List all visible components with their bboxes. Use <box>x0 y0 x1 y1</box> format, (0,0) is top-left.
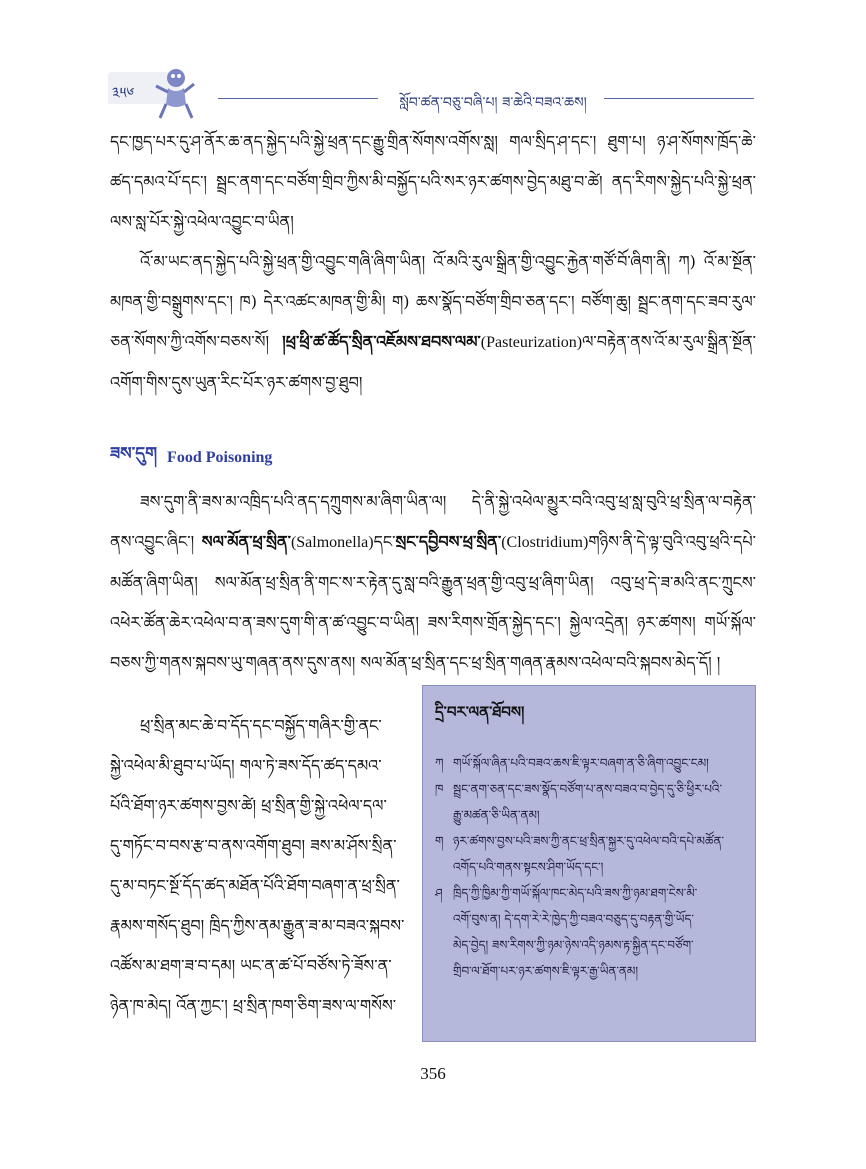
page-number: 356 <box>420 1064 446 1083</box>
salmonella-term: སལ་མོན་ཕྲ་སྲིན་ <box>201 532 291 551</box>
text-line: སྐྱེ་འཕེལ་མི་ཐུབ་པ་ཡོད། གལ་ཏེ་ཟས་དོད་ཚད་དམའ་ <box>110 756 382 775</box>
paragraph-1: དང་ཁྱད་པར་དུ་ཤ་ནོར་ཆ་ནད་སྐྱེད་པའི་སྐྱེ་ཕྲན་དང་རྒྱུ་གྲིན་སོགས་འགོས་སླ། གལ་སྲིད་ཤ་དང་། ཐུག་པ། ཉ་ཤ་སོགས་ཁྲོད་ཆེ་ཚད་དམའ་པོ་དང་། སྦྲང་ནག་དང་བཙོག་གྲིབ་ཀྱིས་མི་བསྐྱོད་པའི་སར་ཉར་ཚགས་བྱེད་མཐུ་བ་ཚེ། ནད་རིགས་སྐྱེད་པའི་སྐྱེ་ཕྲན་ལས་སླ་པོར་སྐྱེ་འཕེལ་འབྱུང་བ་ཡིན། <box>110 132 756 231</box>
paragraph-3 <box>110 482 756 692</box>
running-title: སློབ་ཚན་བཅུ་བཞི་པ། ཟ་ཆེའི་བཟའ་ཆས། <box>399 95 587 111</box>
question-line: མེད་བྱེད། ཟས་རིགས་ཀྱི་ཉམ་ཉེས་འདི་ཉམས་རྟ་སྐྱིན་དང་བཙོག་ <box>453 938 694 952</box>
section-title-english: Food Poisoning <box>167 449 273 466</box>
question-marker: ཁ <box>435 782 444 796</box>
mascot-logo-icon <box>152 64 196 120</box>
header-rule-left <box>218 98 378 99</box>
text-line: དུ་གཏོང་བ་བས་རྩ་བ་ནས་འགོག་ཐུབ། ཟས་མ་ཤོས་སྲིན་ <box>110 836 397 855</box>
para3-conj: དང་ <box>373 532 396 551</box>
sidebar-question <box>435 750 743 776</box>
left-column-text <box>110 706 416 1026</box>
text-line: རྣམས་གསོད་ཐུབ། ཁྲིད་ཀྱིས་ནམ་རྒྱུན་ཟ་མ་བཟའ་སྐབས་ <box>110 916 405 935</box>
clostridium-latin: (Clostridium) <box>501 534 589 551</box>
sidebar-question <box>435 880 743 984</box>
pasteurization-latin: (Pasteurization) <box>480 334 583 351</box>
question-marker: ག <box>435 834 444 848</box>
section-title-tibetan: ཟས་དུག <box>110 444 158 464</box>
para2-text-end: ལ་བརྟེན་ནས་འོ་མ་རུལ་སྒྲིན་སྔོན་འགོག་གིས་དུས་ཡུན་རིང་པོར་ཉར་ཚགས་བྱ་ཐུབ། <box>110 332 756 392</box>
text-line: ཕྲ་སྲིན་མང་ཆེ་བ་དོད་དང་བསྐྱོད་གཞིར་གྱི་ནང་ <box>140 716 382 735</box>
para2-text: འོ་མ་ཡང་ནད་སྐྱེད་པའི་སྐྱེ་ཕྲན་གྱི་འབྱུང་གཞི་ཞིག་ཡིན། འོ་མའི་རུལ་སྒྲིན་གྱི་འབྱུང་རྐྱེན་གཙོ་བོ་ཞིག་ནི། ཀ) འོ་མ་སྔོན་མཁན་གྱི་བསྒྲུགས་དང་། ཁ) དེར་འཚང་མཁན་གྱི་མི། ག) ཆས་སྣོད་བཙོག་གྲིབ་ཅན་དང་། བཙོག་ཆུ། སྦྲང་ནག་དང་ཟབ་རུལ་ཅན་སོགས་ཀྱི་འགོས་བཅས་སོ། <box>110 252 756 351</box>
question-marker: ཤ <box>435 886 443 900</box>
section-heading <box>110 444 272 472</box>
question-line: གྲིབ་ལ་ཐོག་པར་ཉར་ཚགས་ཇི་ལྟར་རྒྱ་ཡིན་ནམ། <box>453 964 639 978</box>
clostridium-term: སྲང་དབྱིབས་ཕྲ་སྲིན་ <box>395 532 502 551</box>
question-line: ཁྲིད་ཀྱི་ཁྱིམ་ཀྱི་གཡོ་སྐོལ་ཁང་མེད་པའི་ཟས་ཀྱི་ཉམ་ཐག་ངེས་མི་ <box>453 886 698 900</box>
question-line: སྦྲང་ནག་ཅན་དང་ཟས་སྣོད་བཙོག་པ་ནས་བཟའ་བ་བྱེད་དུ་ཅི་ཕྱིར་པའི་ <box>453 782 722 796</box>
text-line: ཉེན་ཁ་མེད། འོན་ཀྱང་། ཕྲ་སྲིན་ཁག་ཅིག་ཟས་ལ་གསོས་ <box>110 996 397 1015</box>
question-sidebar <box>422 685 756 1042</box>
page-header <box>0 0 866 120</box>
question-line: རྒྱུ་མཚན་ཅི་ཡིན་ནམ། <box>453 808 540 822</box>
sidebar-title: དྲི་བར་ལན་ཐོབས། <box>435 703 525 721</box>
question-line: གཡོ་སྐོལ་ཞིན་པའི་བཟའ་ཆས་ཇི་ལྟར་བཞག་ན་ཅི་ཞིག་འབྱུང་ངམ། <box>453 756 709 770</box>
text-line: འཚོས་མ་ཐག་ཟ་བ་དམ། ཡང་ན་ཚ་པོ་བཙོས་ཏེ་ཟོས་ན་ <box>110 956 392 975</box>
header-page-number: ༣༥༦ <box>112 84 135 102</box>
question-line: འགོ་བུས་ན། དེ་དག་རེ་རེ་ཁྱེད་ཀྱི་བཟའ་བཅུད་དུ་བརྟན་གྱི་ཡོད་ <box>453 912 694 926</box>
pasteurization-term: །ཕྲ་ཕྲི་ཚ་ཚོད་སྲིན་འཇོམས་ཐབས་ལམ་ <box>282 332 481 351</box>
salmonella-latin: (Salmonella) <box>290 534 374 551</box>
paragraph-2 <box>110 242 756 402</box>
para3-text-end: གཉིས་ནི་དེ་ལྟ་བུའི་འབུ་ཕྲའི་དཔེ་མཚོན་ཞིག་ཡིན། སལ་མོན་ཕྲ་སྲིན་ནི་གང་ས་ར་རྟེན་དུ་སླ་བའི་རྒྱུན་ཕྲན་གྱི་འབུ་ཕྲ་ཞིག་ཡིན། འབུ་ཕྲ་དེ་ཟ་མའི་ནང་ཀྲུངས་འཕེར་ཚོན་ཆེར་འཕེལ་བ་ན་ཟས་དུག་གི་ན་ཚ་འབྱུང་བ་ཡིན། ཟས་རིགས་གྲོན་སྐྱེད་དང་། སྐྱེལ་འདྲེན། ཉར་ཚགས། གཡོ་སྐོལ་བཅས་ཀྱི་གནས་སྐབས་ཡུ་གཞན་ནས་དུས་ནས། སལ་མོན་ཕྲ་སྲིན་དང་ཕྲ་སྲིན་གཞན་རྣམས་འཕེལ་བའི་སྐབས་མེད་དོ། ། <box>110 532 756 672</box>
para3-text: ཟས་དུག་ནི་ཟས་མ་འཁྲིད་པའི་ནད་དཀྲུགས་མ་ཞིག་ཡིན་ལ། དེ་ནི་སྐྱེ་འཕེལ་མྱུར་བའི་འབུ་ཕྲ་སླ་བུའི་ཕྲ་སྲིན་ལ་བརྟེན་ནས་འབྱུང་ཞིང་། <box>110 492 756 551</box>
question-line: ཉར་ཚགས་བྱས་པའི་ཟས་ཀྱི་ནང་ཕྲ་སྲིན་སྐྱར་དུ་འཕེལ་བའི་དཔེ་མཚོན་ <box>453 834 725 848</box>
text-line: པོའི་ཐོག་ཉར་ཚགས་བྱས་ཚེ། ཕྲ་སྲིན་གྱི་སྐྱེ་འཕེལ་དལ་ <box>110 796 387 815</box>
text-line: དུ་མ་བཏང་སྔོ་དོད་ཚད་མཐོན་པོའི་ཐོག་བཞག་ན་ཕྲ་སྲིན་ <box>110 876 400 895</box>
question-line: འགོད་པའི་གནས་སྟངས་ཤིག་ཡོད་དང་། <box>453 860 604 874</box>
sidebar-question <box>435 828 743 880</box>
question-marker: ཀ <box>435 756 444 770</box>
sidebar-question <box>435 776 743 828</box>
header-rule-right <box>604 98 754 99</box>
